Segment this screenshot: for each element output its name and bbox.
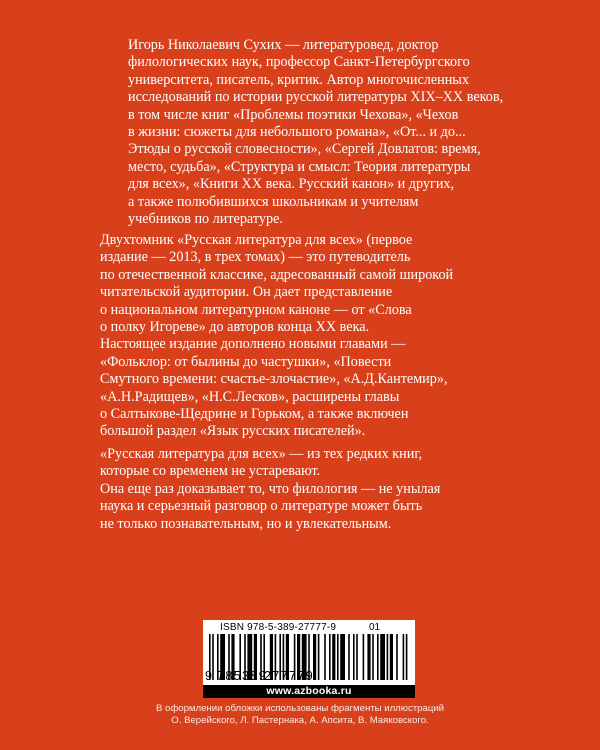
text-line: филологических наук, профессор Санкт-Петербургского bbox=[128, 54, 470, 71]
text-line: учебников по литературе. bbox=[128, 211, 283, 228]
barcode-label bbox=[203, 620, 415, 698]
barcode-digit-group2: 277779 bbox=[264, 669, 315, 683]
barcode-bar bbox=[363, 634, 365, 680]
barcode-bar bbox=[380, 634, 385, 680]
barcode-bar bbox=[387, 634, 389, 680]
barcode-bar bbox=[403, 634, 405, 680]
text-line: «Фольклор: от былины до частушки», «Повести bbox=[100, 353, 392, 370]
isbn-text: ISBN 978-5-389-27777-9 bbox=[220, 622, 337, 633]
text-line: в жизни: сюжеты для небольшого романа», «От... и до... bbox=[128, 124, 466, 141]
text-line: Двухтомник «Русская литература для всех» (первое bbox=[100, 232, 413, 248]
text-line: наука и серьезный разговор о литературе может быть bbox=[100, 498, 423, 515]
barcode-bar bbox=[318, 634, 320, 680]
text-line: издание — 2013, в трех томах) — это путеводитель bbox=[100, 249, 411, 266]
paragraph-book-praise bbox=[100, 446, 500, 533]
text-line: в том числе книг «Проблемы поэтики Чехова», «Чехов bbox=[128, 106, 459, 123]
text-line: для всех», «Книги XX века. Русский канон» и других, bbox=[128, 176, 455, 193]
text-line: университета, писатель, критик. Автор многочисленных bbox=[128, 71, 469, 88]
text-line: по отечественной классике, адресованный самой широкой bbox=[100, 266, 454, 283]
text-line: о национальном литературном каноне — от «Слова bbox=[100, 301, 412, 318]
barcode-bar bbox=[367, 634, 370, 680]
barcode-bar bbox=[332, 634, 335, 680]
addon-code: 01 bbox=[369, 622, 381, 633]
barcode-bar bbox=[396, 634, 398, 680]
barcode-bar bbox=[377, 634, 379, 680]
text-line: исследований по истории русской литературы XIX–XX веков, bbox=[128, 89, 504, 106]
barcode-digit-lead: 9 bbox=[205, 669, 214, 683]
paragraph-book-description bbox=[100, 232, 500, 441]
text-line: а также полюбившихся школьникам и учителям bbox=[128, 193, 419, 210]
publisher-url: www.azbooka.ru bbox=[203, 685, 415, 698]
illustration-credits bbox=[0, 703, 600, 727]
text-line: которые со временем не устаревают. bbox=[100, 463, 321, 480]
text-line: Настоящее издание дополнено новыми главами — bbox=[100, 336, 406, 353]
text-line: «Русская литература для всех» — из тех редких книг, bbox=[100, 446, 423, 462]
text-line: Игорь Николаевич Сухих — литературовед, доктор bbox=[128, 37, 439, 53]
barcode-digit-group1: 785389 bbox=[217, 669, 268, 683]
text-line: читательской аудитории. Он дает представление bbox=[100, 284, 393, 301]
barcode-bar bbox=[390, 634, 393, 680]
credits-line-2: О. Верейского, Л. Пастернака, А. Апсита, В. Маяковского. bbox=[171, 715, 429, 726]
barcode-bar bbox=[340, 634, 345, 680]
text-line: «А.Н.Радищев», «Н.С.Лесков», расширены главы bbox=[100, 388, 400, 405]
barcode-bar bbox=[356, 634, 358, 680]
text-line: о полку Игореве» до авторов конца XX века. bbox=[100, 319, 370, 336]
barcode-bar bbox=[348, 634, 350, 680]
text-line: Она еще раз доказывает то, что филология — не унылая bbox=[100, 480, 441, 497]
text-line: Смутного времени: счастье-злочастие», «А.Д.Кантемир», bbox=[100, 371, 448, 388]
barcode-bar bbox=[324, 634, 326, 680]
barcode-bar bbox=[353, 634, 355, 680]
barcode-bar bbox=[372, 634, 374, 680]
credits-line-1: В оформлении обложки использованы фрагменты иллюстраций bbox=[155, 703, 445, 714]
text-line: большой раздел «Язык русских писателей». bbox=[100, 423, 366, 440]
barcode-bar bbox=[337, 634, 339, 680]
text-line: о Салтыкове-Щедрине и Горьком, а также включен bbox=[100, 406, 409, 423]
text-line: не только познавательным, но и увлекательным. bbox=[100, 515, 392, 532]
text-line: место, судьба», «Структура и смысл: Теория литературы bbox=[128, 158, 471, 175]
text-line: Этюды о русской словесности», «Сергей Довлатов: время, bbox=[128, 141, 481, 158]
barcode-bar bbox=[329, 634, 331, 680]
paragraph-author-bio bbox=[128, 37, 528, 228]
barcode-bar bbox=[406, 634, 408, 680]
